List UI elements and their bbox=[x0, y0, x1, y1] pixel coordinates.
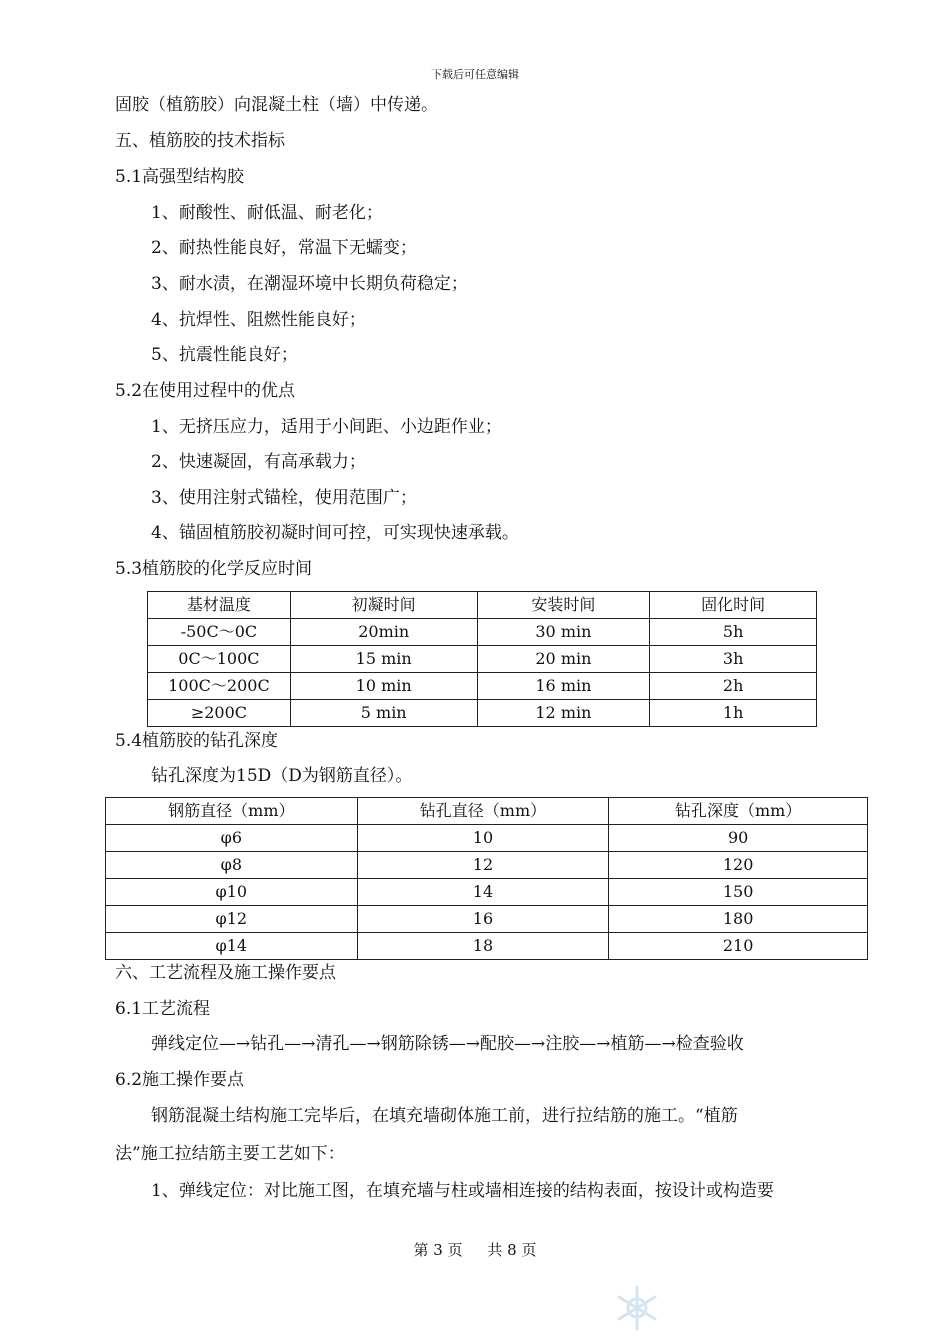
table-cell: 10 bbox=[357, 825, 609, 852]
table-row bbox=[106, 825, 868, 852]
table-cell: φ8 bbox=[106, 852, 358, 879]
subsection-heading: 6.2施工操作要点 bbox=[115, 1070, 245, 1090]
table-cell: 5 min bbox=[290, 700, 477, 727]
subsection-heading: 5.3植筋胶的化学反应时间 bbox=[115, 559, 313, 579]
table-cell: 100C～200C bbox=[148, 673, 291, 700]
table-header-row bbox=[106, 798, 868, 825]
table-row bbox=[106, 906, 868, 933]
list-item: 1、无挤压应力，适用于小间距、小边距作业； bbox=[151, 417, 502, 437]
table-cell: 2h bbox=[650, 673, 817, 700]
reaction-time-table bbox=[147, 591, 817, 727]
table-row bbox=[106, 933, 868, 960]
subsection-heading: 5.2在使用过程中的优点 bbox=[115, 381, 296, 401]
table-cell: 3h bbox=[650, 646, 817, 673]
table-cell: 14 bbox=[357, 879, 609, 906]
page-footer bbox=[0, 1239, 950, 1260]
table-row bbox=[148, 619, 817, 646]
table-cell: 10 min bbox=[290, 673, 477, 700]
table-cell: φ6 bbox=[106, 825, 358, 852]
table-header-cell: 钻孔直径（mm） bbox=[357, 798, 609, 825]
section-heading: 五、植筋胶的技术指标 bbox=[115, 131, 285, 151]
table-cell: 16 min bbox=[477, 673, 650, 700]
paragraph-line: 固胶（植筋胶）向混凝土柱（墙）中传递。 bbox=[115, 95, 438, 115]
table-header-row bbox=[148, 592, 817, 619]
list-item: 1、耐酸性、耐低温、耐老化； bbox=[151, 203, 383, 223]
table-cell: 20 min bbox=[477, 646, 650, 673]
table-cell: 15 min bbox=[290, 646, 477, 673]
table-header-cell: 钢筋直径（mm） bbox=[106, 798, 358, 825]
table-cell: 12 bbox=[357, 852, 609, 879]
table-header-cell: 钻孔深度（mm） bbox=[609, 798, 868, 825]
table-header-cell: 基材温度 bbox=[148, 592, 291, 619]
table-header-cell: 初凝时间 bbox=[290, 592, 477, 619]
table-cell: φ10 bbox=[106, 879, 358, 906]
table-cell: 5h bbox=[650, 619, 817, 646]
table-cell: 120 bbox=[609, 852, 868, 879]
paragraph-line: 钻孔深度为15D（D为钢筋直径）。 bbox=[151, 766, 413, 786]
paragraph-line: 1、弹线定位：对比施工图，在填充墙与柱或墙相连接的结构表面，按设计或构造要 bbox=[151, 1181, 774, 1201]
subsection-heading: 6.1工艺流程 bbox=[115, 999, 211, 1019]
drill-depth-table bbox=[105, 797, 868, 960]
page-total: 共 8 页 bbox=[487, 1241, 537, 1259]
table-cell: 90 bbox=[609, 825, 868, 852]
paragraph-line: 钢筋混凝土结构施工完毕后，在填充墙砌体施工前，进行拉结筋的施工。“植筋 bbox=[151, 1106, 738, 1126]
snowflake-logo-icon bbox=[612, 1283, 662, 1333]
table-row bbox=[148, 673, 817, 700]
page-number: 第 3 页 bbox=[413, 1241, 463, 1259]
table-cell: 0C～100C bbox=[148, 646, 291, 673]
table-cell: φ12 bbox=[106, 906, 358, 933]
subsection-heading: 5.4植筋胶的钻孔深度 bbox=[115, 731, 279, 751]
list-item: 2、耐热性能良好，常温下无蠕变； bbox=[151, 238, 417, 258]
list-item: 5、抗震性能良好； bbox=[151, 345, 298, 365]
section-heading: 六、工艺流程及施工操作要点 bbox=[115, 963, 336, 983]
table-header-cell: 固化时间 bbox=[650, 592, 817, 619]
table-cell: φ14 bbox=[106, 933, 358, 960]
list-item: 2、快速凝固，有高承载力； bbox=[151, 452, 366, 472]
table-cell: 30 min bbox=[477, 619, 650, 646]
page-header: 下载后可任意编辑 bbox=[431, 68, 519, 81]
subsection-heading: 5.1高强型结构胶 bbox=[115, 167, 245, 187]
table-cell: ≥200C bbox=[148, 700, 291, 727]
process-flow-line: 弹线定位—→钻孔—→清孔—→钢筋除锈—→配胶—→注胶—→植筋—→检查验收 bbox=[151, 1034, 744, 1054]
list-item: 3、使用注射式锚栓，使用范围广； bbox=[151, 488, 417, 508]
list-item: 4、锚固植筋胶初凝时间可控，可实现快速承载。 bbox=[151, 523, 519, 543]
table-header-cell: 安装时间 bbox=[477, 592, 650, 619]
table-cell: 210 bbox=[609, 933, 868, 960]
table-cell: 18 bbox=[357, 933, 609, 960]
paragraph-line: 法”施工拉结筋主要工艺如下： bbox=[115, 1144, 345, 1164]
table-row bbox=[106, 852, 868, 879]
table-cell: -50C～0C bbox=[148, 619, 291, 646]
list-item: 3、耐水渍，在潮湿环境中长期负荷稳定； bbox=[151, 274, 468, 294]
table-cell: 20min bbox=[290, 619, 477, 646]
table-cell: 180 bbox=[609, 906, 868, 933]
table-cell: 12 min bbox=[477, 700, 650, 727]
table-cell: 1h bbox=[650, 700, 817, 727]
table-cell: 150 bbox=[609, 879, 868, 906]
list-item: 4、抗焊性、阻燃性能良好； bbox=[151, 310, 366, 330]
table-row bbox=[106, 879, 868, 906]
table-cell: 16 bbox=[357, 906, 609, 933]
table-row bbox=[148, 700, 817, 727]
table-row bbox=[148, 646, 817, 673]
